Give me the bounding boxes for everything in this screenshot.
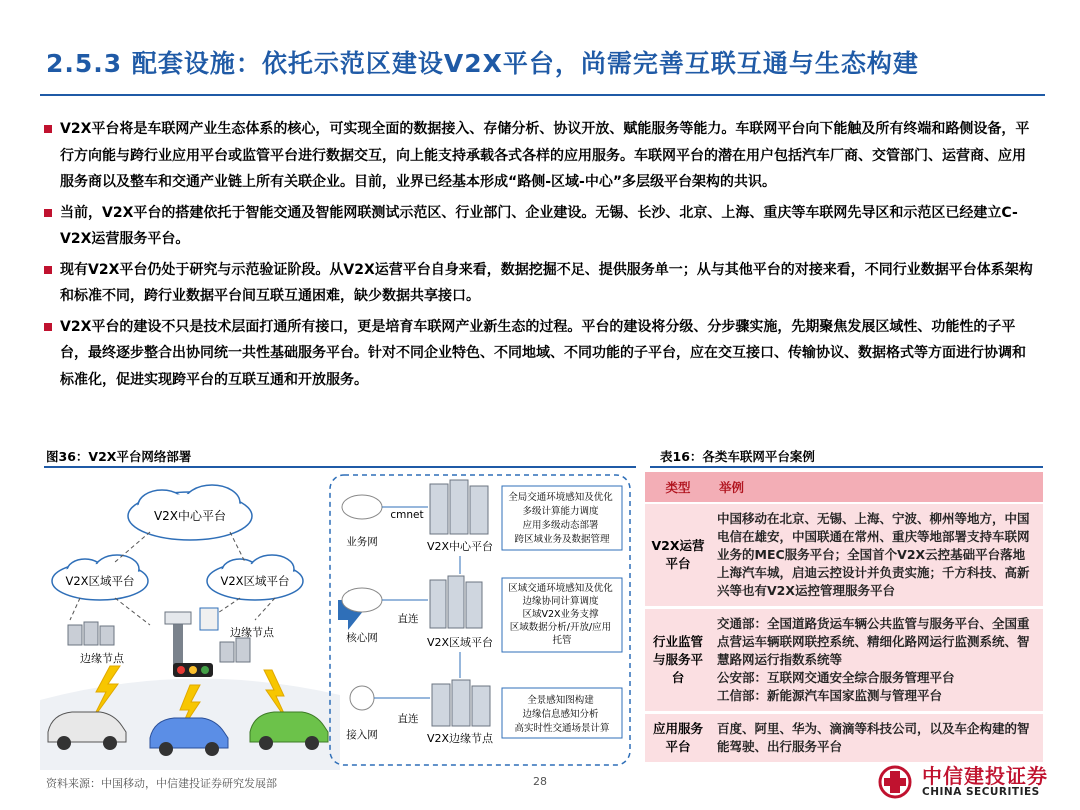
bullet-text: V2X平台的建设不只是技术层面打通所有接口，更是培育车联网产业新生态的过程。平台的建设将分级、分步骤实施，先期聚焦发展区域性、功能性的子平台，最终逐步整合出协同统一共性基础服务平台。针对不同企业特色、不同地域、不同功能的子平台，应在交互接口、传输协议、数据格式等方面进行协调和标准化，促进实现跨平台的互联互通和开放服务。	[60, 318, 1026, 388]
page-number: 28	[533, 775, 547, 788]
edge-node-label: 边缘节点	[230, 626, 274, 639]
figure-caption-rule	[44, 466, 636, 468]
region-platform-node-label: V2X区域平台	[426, 636, 494, 649]
figure-caption: 图36：V2X平台网络部署	[46, 449, 192, 464]
table-caption: 表16：各类车联网平台案例	[660, 449, 815, 464]
edge-node-label: 边缘节点	[80, 652, 124, 665]
edge-node-server-icon	[432, 680, 490, 726]
business-net-label: 业务网	[346, 536, 378, 548]
center-server-icon	[430, 480, 488, 534]
v2x-network-diagram	[40, 470, 640, 770]
table-caption-rule	[650, 466, 1043, 468]
desc-line: 边缘协同计算调度	[522, 596, 599, 607]
platform-case-table	[645, 472, 1043, 765]
desc-line: 全局交通环境感知及优化	[508, 492, 613, 503]
edge-desc-text	[514, 694, 610, 734]
desc-line: 高实时性交通场景计算	[514, 723, 610, 734]
company-logo	[878, 765, 1048, 799]
table-row	[645, 503, 1043, 608]
table-cell-type: 行业监管与服务平台	[645, 608, 711, 713]
desc-line: 全景感知图构建	[527, 695, 594, 706]
business-net-cloud-icon	[342, 495, 382, 519]
left-scene	[40, 485, 340, 770]
roadside-unit-icon	[165, 612, 191, 624]
center-platform-node-label: V2X中心平台	[426, 540, 494, 553]
title-divider	[40, 94, 1045, 96]
cmnet-label: cmnet	[390, 509, 424, 521]
table-cell-type: 应用服务平台	[645, 713, 711, 764]
source-note: 资料来源：中国移动，中信建投证券研究发展部	[46, 777, 277, 790]
page-title: 2.5.3 配套设施：依托示范区建设V2X平台，尚需完善互联互通与生态构建	[46, 49, 919, 78]
direct-link-label: 直连	[397, 713, 419, 725]
table-row	[645, 713, 1043, 764]
bullet-text: 现有V2X平台仍处于研究与示范验证阶段。从V2X运营平台自身来看，数据挖掘不足、提供服务单一；从与其他平台的对接来看，不同行业数据平台体系架构和标准不同，跨行业数据平台间互联互通困难，缺少数据共享接口。	[60, 261, 1033, 304]
table-header-cell: 举例	[711, 472, 1043, 503]
tier-connectors	[374, 507, 460, 698]
traffic-light-icon	[173, 663, 213, 677]
access-net-icon	[350, 686, 374, 710]
region-server-icon	[430, 576, 482, 628]
table-cell-example: 交通部：全国道路货运车辆公共监管与服务平台、全国重点营运车辆联网联控系统、精细化路网运行监测系统、智慧路网运行指数系统等 公安部：互联网交通安全综合服务管理平台 工信部：新能源汽车国家监测与管理平台	[711, 608, 1043, 713]
edge-server-icon	[220, 638, 250, 662]
direct-link-label: 直连	[397, 613, 419, 625]
bullet-list	[44, 116, 1034, 397]
bullet-item	[44, 116, 1034, 196]
bullet-item	[44, 257, 1034, 310]
desc-line: 应用多级动态部署	[522, 520, 599, 531]
desc-line: 区域数据分析/开放/应用	[509, 622, 612, 633]
desc-line: 区域交通环境感知及优化	[508, 583, 613, 594]
bullet-square-icon	[44, 125, 52, 133]
table-cell-example: 中国移动在北京、无锡、上海、宁波、柳州等地方，中国电信在雄安，中国联通在常州、重庆等地部署支持车联网业务的MEC服务平台；全国首个V2X云控基础平台落地上海汽车城，启迪云控设计并负责实施；千方科技、高新兴等也有V2X运控管理服务平台	[711, 503, 1043, 608]
table-row	[645, 608, 1043, 713]
table-cell-type: V2X运营平台	[645, 503, 711, 608]
company-logo-mark-icon	[878, 765, 918, 799]
region-platform-label: V2X区域平台	[220, 574, 290, 588]
access-net-label: 接入网	[346, 729, 378, 741]
region-platform-label: V2X区域平台	[65, 574, 135, 588]
edge-server-icon	[68, 622, 114, 645]
core-net-cloud-icon	[342, 588, 382, 612]
bullet-square-icon	[44, 209, 52, 217]
table-header-cell: 类型	[645, 472, 711, 503]
bullet-text: 当前，V2X平台的搭建依托于智能交通及智能网联测试示范区、行业部门、企业建设。无锡、长沙、北京、上海、重庆等车联网先导区和示范区已经建立C-V2X运营服务平台。	[60, 204, 1018, 247]
desc-line: 托管	[552, 635, 572, 646]
table-header-row	[645, 472, 1043, 503]
desc-line: 多级计算能力调度	[522, 506, 599, 517]
desc-line: 跨区域业务及数据管理	[514, 534, 610, 545]
desc-line: 边缘信息感知分析	[522, 709, 599, 720]
desc-line: 区域V2X业务支撑	[522, 609, 599, 620]
bullet-item	[44, 200, 1034, 253]
core-net-label: 核心网	[346, 632, 378, 644]
center-platform-label: V2X中心平台	[153, 509, 227, 523]
rsu-box-icon	[200, 608, 218, 630]
bullet-text: V2X平台将是车联网产业生态体系的核心，可实现全面的数据接入、存储分析、协议开放、赋能服务等能力。车联网平台向下能触及所有终端和路侧设备，平行方向能与跨行业应用平台或监管平台进行数据交互，向上能支持承载各式各样的应用服务。车联网平台的潜在用户包括汽车厂商、交管部门、运营商、应用服务商以及整车和交通产业链上所有关联企业。目前，业界已经基本形成“路侧-区域-中心”多层级平台架构的共识。	[60, 121, 1030, 190]
edge-node-node-label: V2X边缘节点	[426, 732, 494, 745]
bullet-square-icon	[44, 266, 52, 274]
bullet-square-icon	[44, 323, 52, 331]
logo-chinese-text: 中信建投证券	[922, 764, 1048, 788]
table-cell-example: 百度、阿里、华为、滴滴等科技公司，以及车企构建的智能驾驶、出行服务平台	[711, 713, 1043, 764]
logo-english-text: CHINA SECURITIES	[922, 786, 1040, 798]
bullet-item	[44, 314, 1034, 394]
